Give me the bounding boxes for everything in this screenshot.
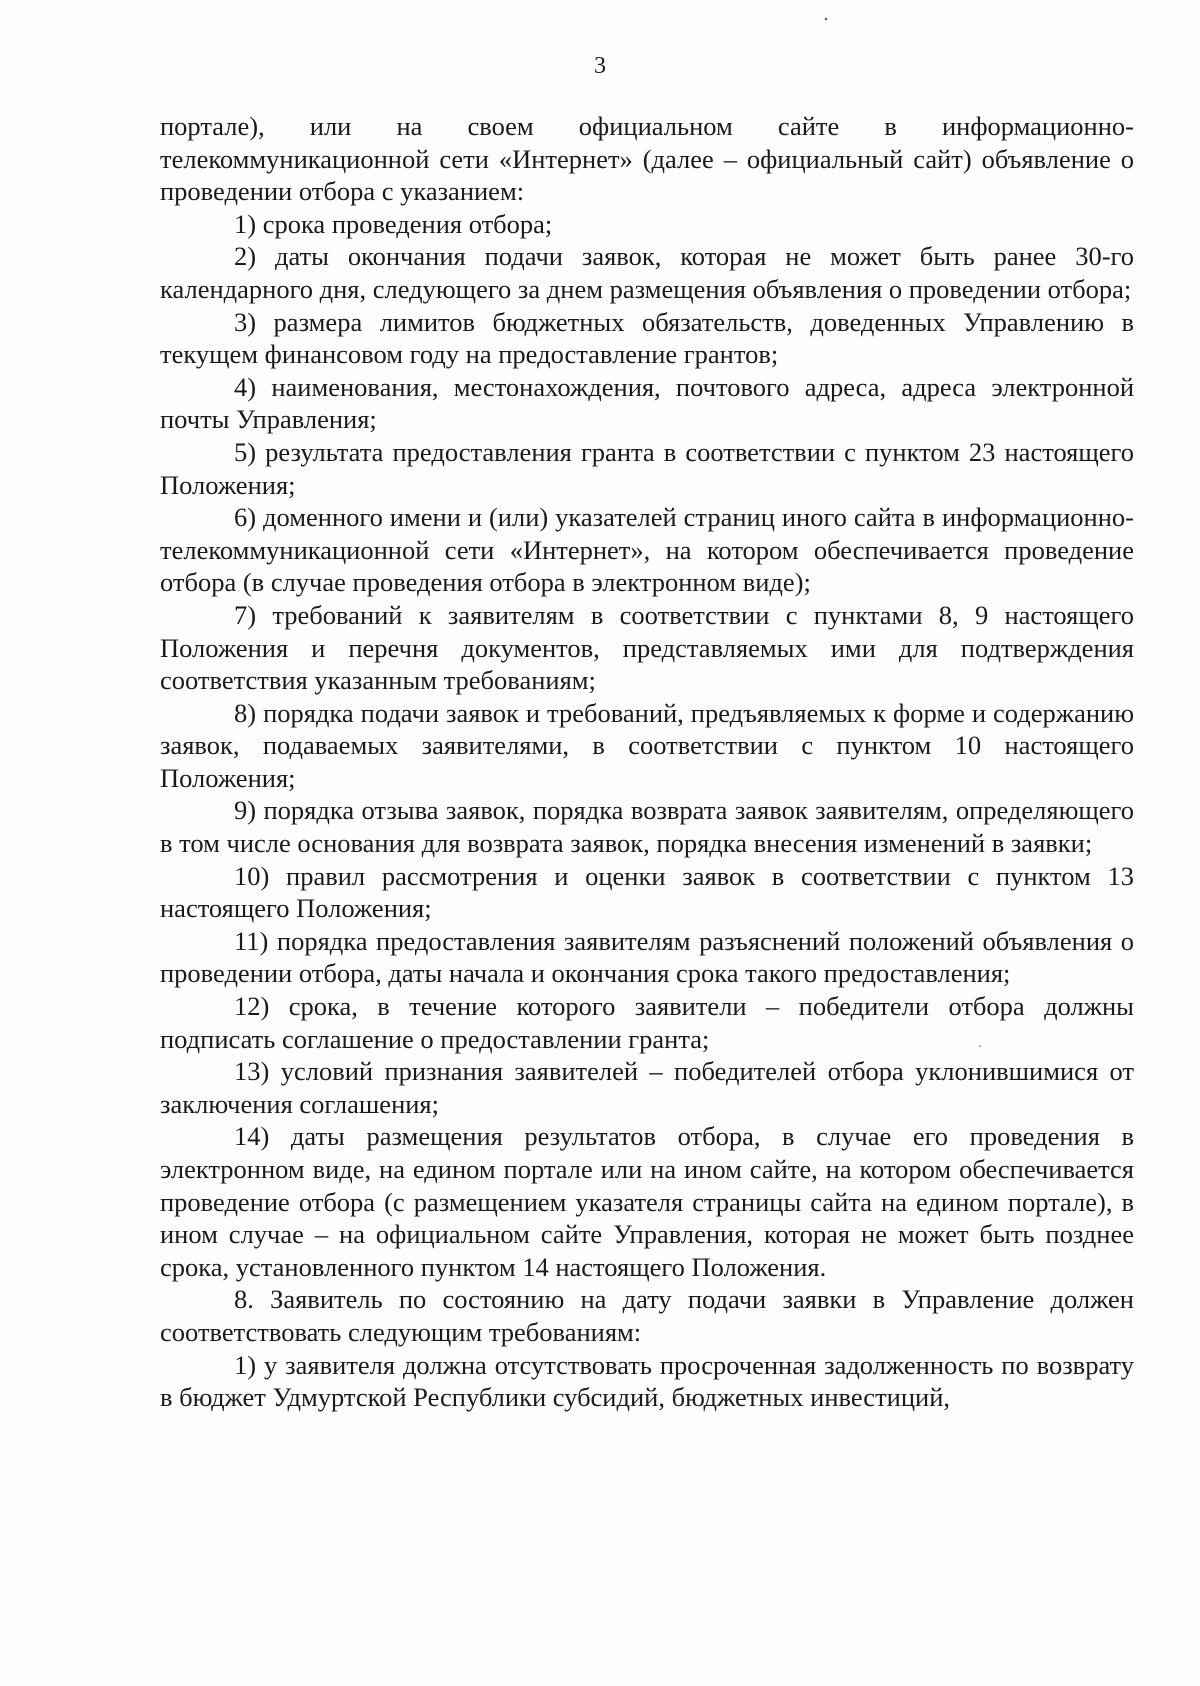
list-item-10: 10) правил рассмотрения и оценки заявок в соответствии с пунктом 13 настоящего Положения; <box>160 860 1134 924</box>
page-number: 3 <box>594 53 606 79</box>
paragraph-intro-continuation: портале), или на своем официальном сайте в информационно-телекоммуникационной сети «Интернет» (далее – официальный сайт) объявление о проведении отбора с указанием: <box>160 111 1134 207</box>
list-item-8: 8) порядка подачи заявок и требований, предъявляемых к форме и содержанию заявок, подаваемых заявителями, в соответствии с пунктом 10 настоящего Положения; <box>160 697 1134 793</box>
section-8-paragraph: 8. Заявитель по состоянию на дату подачи заявки в Управление должен соответствовать следующим требованиям: <box>160 1284 1134 1347</box>
list-item-13: 13) условий признания заявителей – победителей отбора уклонившимися от заключения соглашения; <box>160 1056 1134 1119</box>
list-item-7: 7) требований к заявителям в соответствии с пунктами 8, 9 настоящего Положения и перечня документов, представляемых ими для подтверждения соответствия указанным требованиям; <box>160 599 1134 696</box>
list-item-5: 5) результата предоставления гранта в соответствии с пунктом 23 настоящего Положения; <box>160 436 1134 500</box>
section-8-item-1: 1) у заявителя должна отсутствовать просроченная задолженность по возврату в бюджет Удмуртской Республики субсидий, бюджетных инвестиций, <box>160 1349 1134 1413</box>
list-item-11: 11) порядка предоставления заявителям разъяснений положений объявления о проведении отбора, даты начала и окончания срока такого предоставления; <box>160 925 1134 989</box>
list-item-12: 12) срока, в течение которого заявители – победители отбора должны подписать соглашение о предоставлении гранта; <box>160 991 1134 1054</box>
list-item-6: 6) доменного имени и (или) указателей страниц иного сайта в информационно-телекоммуникационной сети «Интернет», на котором обеспечивается проведение отбора (в случае проведения отбора в электронном виде); <box>160 502 1134 598</box>
list-item-3: 3) размера лимитов бюджетных обязательств, доведенных Управлению в текущем финансовом году на предоставление грантов; <box>160 306 1134 370</box>
list-item-1: 1) срока проведения отбора; <box>234 208 553 239</box>
list-item-4: 4) наименования, местонахождения, почтового адреса, адреса электронной почты Управления; <box>160 371 1134 435</box>
list-item-14: 14) даты размещения результатов отбора, в случае его проведения в электронном виде, на едином портале или на ином сайте, на котором обеспечивается проведение отбора (с размещением указателя страницы сайта на едином портале), в ином случае – на официальном сайте Управления, которая не может быть позднее срока, установленного пунктом 14 настоящего Положения. <box>160 1121 1134 1282</box>
list-item-2: 2) даты окончания подачи заявок, которая не может быть ранее 30-го календарного дня, следующего за днем размещения объявления о проведении отбора; <box>160 241 1134 304</box>
list-item-9: 9) порядка отзыва заявок, порядка возврата заявок заявителям, определяющего в том числе основания для возврата заявок, порядка внесения изменений в заявки; <box>160 795 1134 859</box>
document-body <box>160 110 1134 1414</box>
